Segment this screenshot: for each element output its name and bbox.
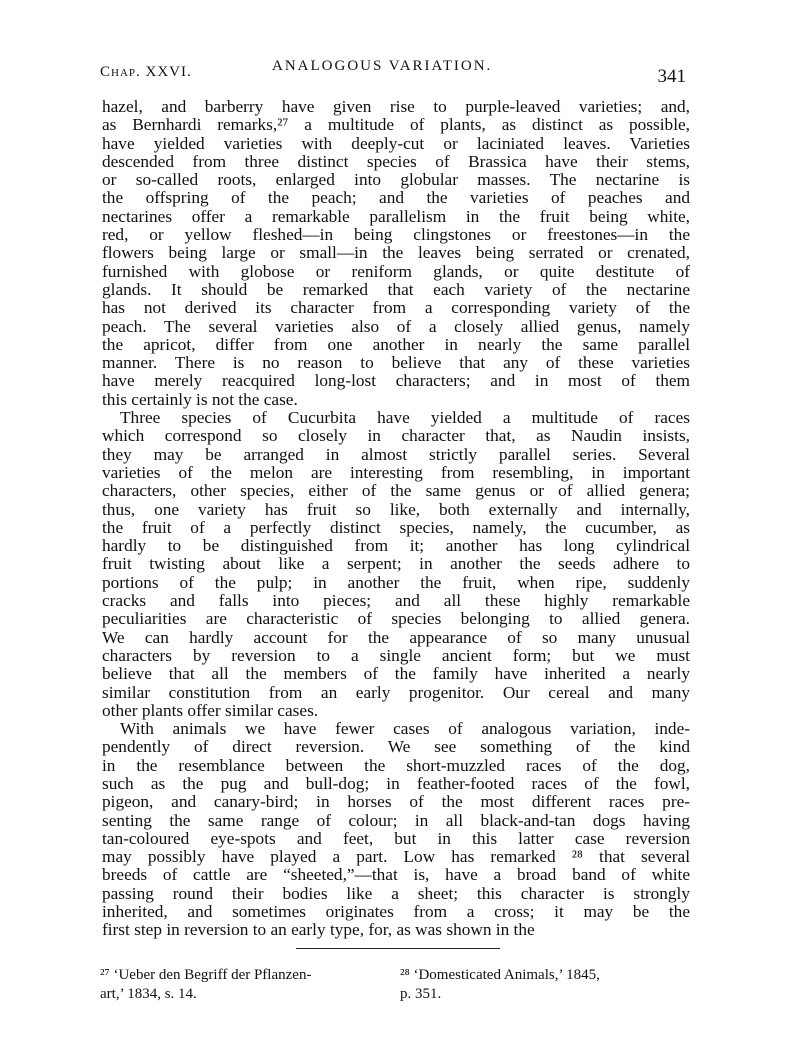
text-line: has not derived its character from a corresponding variety of the bbox=[102, 299, 690, 318]
text-line: peculiarities are characteristic of species belonging to allied genera. bbox=[102, 610, 690, 629]
text-line: other plants offer similar cases. bbox=[102, 701, 319, 720]
footnote-27 bbox=[100, 966, 390, 1004]
text-line: characters, other species, either of the same genus or of allied genera; bbox=[102, 482, 690, 501]
text-line: such as the pug and bull-dog; in feather-footed races of the fowl, bbox=[102, 774, 690, 793]
text-line: tan-coloured eye-spots and feet, but in this latter case reversion bbox=[102, 829, 690, 848]
text-line: have merely reacquired long-lost characters; and in most of them bbox=[102, 372, 690, 391]
text-line: the fruit of a perfectly distinct species, namely, the cucumber, as bbox=[102, 518, 690, 537]
footnote-28 bbox=[400, 966, 690, 1004]
text-line: With animals we have fewer cases of analogous variation, inde- bbox=[120, 720, 690, 739]
text-line: varieties of the melon are interesting from resembling, in important bbox=[102, 463, 690, 482]
text-line: nectarines offer a remarkable parallelism in the fruit being white, bbox=[102, 207, 690, 226]
text-line: breeds of cattle are “sheeted,”—that is, have a broad band of white bbox=[102, 866, 690, 885]
text-line: as Bernhardi remarks,²⁷ a multitude of plants, as distinct as possible, bbox=[102, 116, 690, 135]
text-line: peach. The several varieties also of a closely allied genus, namely bbox=[102, 317, 690, 336]
footnote-28-line-2: p. 351. bbox=[400, 986, 442, 1002]
text-line: this certainly is not the case. bbox=[102, 390, 298, 409]
text-line: hazel, and barberry have given rise to purple-leaved varieties; and, bbox=[102, 98, 690, 116]
text-line: senting the same range of colour; in all black-and-tan dogs having bbox=[102, 811, 690, 830]
text-line: first step in reversion to an early type, for, as was shown in the bbox=[102, 921, 535, 940]
text-line: portions of the pulp; in another the fruit, when ripe, suddenly bbox=[102, 573, 690, 592]
text-line: believe that all the members of the family have inherited a nearly bbox=[102, 665, 690, 684]
text-line: thus, one variety has fruit so like, both externally and internally, bbox=[102, 500, 690, 519]
text-line: which correspond so closely in character that, as Naudin insists, bbox=[102, 427, 690, 446]
text-line: they may be arranged in almost strictly parallel series. Several bbox=[102, 445, 690, 464]
text-line: or so-called roots, enlarged into globular masses. The nectarine is bbox=[102, 171, 690, 190]
running-title: ANALOGOUS VARIATION. bbox=[272, 58, 493, 74]
text-line: passing round their bodies like a sheet; this character is strongly bbox=[102, 884, 690, 903]
text-line: glands. It should be remarked that each variety of the nectarine bbox=[102, 280, 690, 299]
text-line: cracks and falls into pieces; and all these highly remarkable bbox=[102, 592, 690, 611]
text-line: flowers being large or small—in the leaves being serrated or crenated, bbox=[102, 244, 690, 263]
text-line: hardly to be distinguished from it; another has long cylindrical bbox=[102, 537, 690, 556]
text-line: furnished with globose or reniform glands, or quite destitute of bbox=[102, 262, 690, 281]
chapter-label: Chap. XXVI. bbox=[100, 64, 192, 80]
text-line: pendently of direct reversion. We see something of the kind bbox=[102, 738, 690, 757]
page-number: 341 bbox=[657, 66, 686, 87]
text-line: the offspring of the peach; and the varieties of peaches and bbox=[102, 189, 690, 208]
running-header bbox=[100, 54, 690, 94]
body-text bbox=[102, 98, 690, 940]
text-line: the apricot, differ from one another in nearly the same parallel bbox=[102, 335, 690, 354]
text-line: may possibly have played a part. Low has remarked ²⁸ that several bbox=[102, 848, 690, 867]
text-line: red, or yellow fleshed—in being clingstones or freestones—in the bbox=[102, 226, 690, 245]
text-line: Three species of Cucurbita have yielded a multitude of races bbox=[120, 409, 690, 428]
footnote-28-line-1: ²⁸ ‘Domesticated Animals,’ 1845, bbox=[400, 967, 600, 983]
footnote-rule bbox=[296, 948, 500, 949]
text-line: We can hardly account for the appearance of so many unusual bbox=[102, 628, 690, 647]
text-line: pigeon, and canary-bird; in horses of the most different races pre- bbox=[102, 793, 690, 812]
footnote-27-line-1: ²⁷ ‘Ueber den Begriff der Pflanzen- bbox=[100, 967, 312, 983]
footnote-27-line-2: art,’ 1834, s. 14. bbox=[100, 986, 197, 1002]
text-line: descended from three distinct species of Brassica have their stems, bbox=[102, 152, 690, 171]
text-line: manner. There is no reason to believe that any of these varieties bbox=[102, 354, 690, 373]
text-line: similar constitution from an early progenitor. Our cereal and many bbox=[102, 683, 690, 702]
text-line: have yielded varieties with deeply-cut or laciniated leaves. Varieties bbox=[102, 134, 690, 153]
text-line: in the resemblance between the short-muzzled races of the dog, bbox=[102, 756, 690, 775]
text-line: fruit twisting about like a serpent; in another the seeds adhere to bbox=[102, 555, 690, 574]
text-line: inherited, and sometimes originates from a cross; it may be the bbox=[102, 903, 690, 922]
text-line: characters by reversion to a single ancient form; but we must bbox=[102, 646, 690, 665]
